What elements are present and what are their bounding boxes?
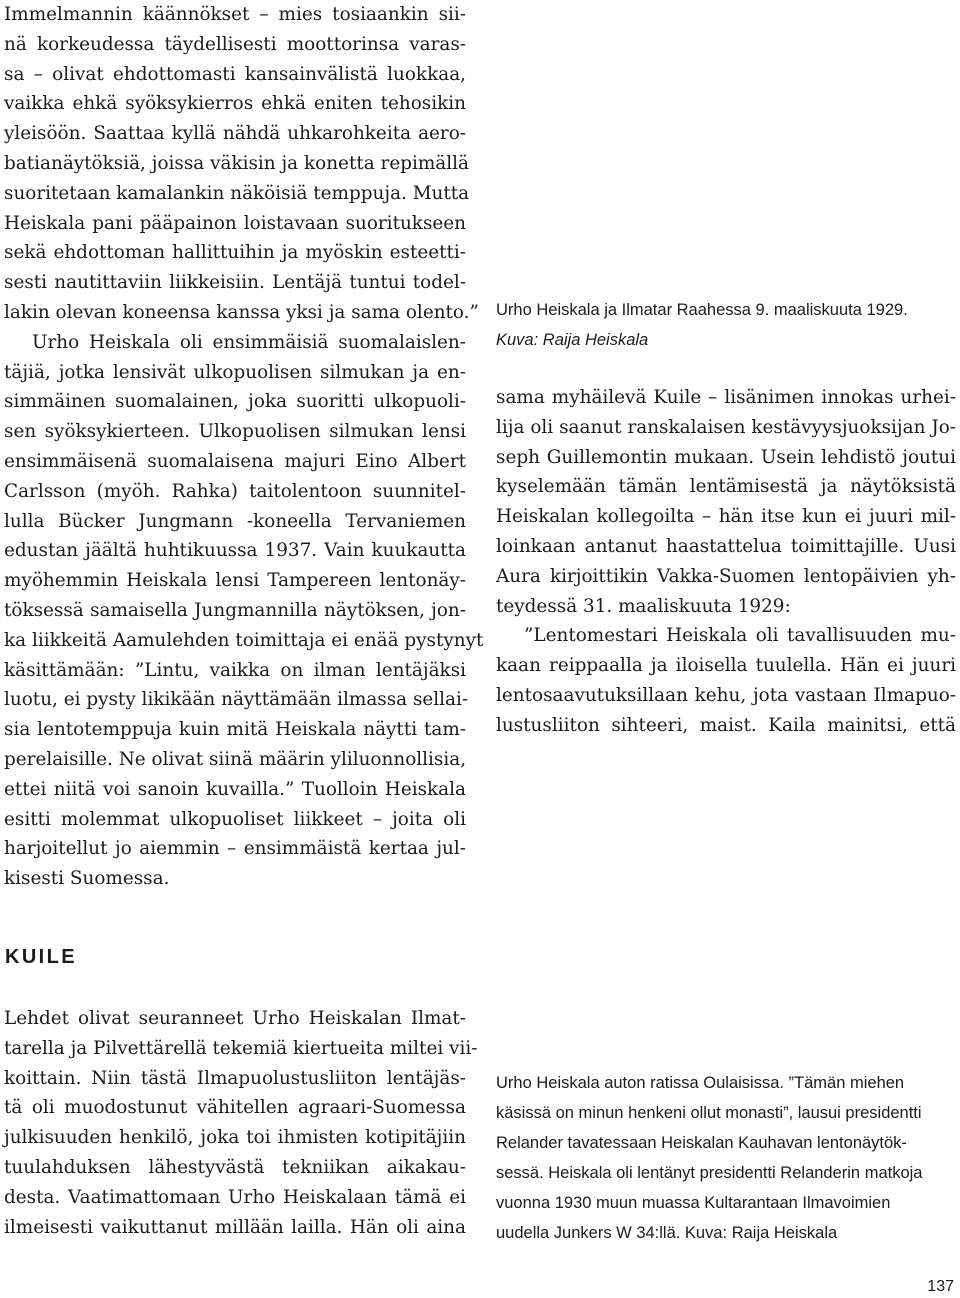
caption-line: sessä. Heiskala oli lentänyt presidentti Relanderin matkoja <box>496 1164 923 1182</box>
caption-line: Relander tavatessaan Heiskalan Kauhavan lentonäytök- <box>496 1134 907 1152</box>
text-line: ensimmäisenä suomalaisena majuri Eino Albert <box>4 450 466 472</box>
text-line: kyselemään tämän lentämisestä ja näytöksistä <box>496 476 956 498</box>
text-line: Immelmannin käännökset – mies tosiaankin sii- <box>4 4 466 25</box>
text-line: perelaisille. Ne olivat siinä määrin yliluonnollisia, <box>4 748 467 770</box>
text-line: luotu, ei pysty likikään näyttämään ilmassa sellai- <box>4 689 469 711</box>
caption-line: Urho Heiskala auton ratissa Oulaisissa. ”Tämän miehen <box>496 1074 905 1092</box>
body-text-left-bottom <box>4 1004 478 1242</box>
text-line: tä oli muodostunut vähitellen agraari-Suomessa <box>4 1097 466 1119</box>
page-number: 137 <box>927 1278 954 1295</box>
text-line: sa – olivat ehdottomasti kansainvälistä luokkaa, <box>4 63 466 85</box>
photo-caption-2 <box>496 1068 956 1248</box>
text-line: ettei niitä voi sanoin kuvailla.” Tuolloin Heiskala <box>4 778 466 800</box>
caption-line: vuonna 1930 muun muassa Kultarantaan Ilmavoimien <box>496 1194 891 1212</box>
text-line: kaan reippaalla ja iloisella tuulella. Hän ei juuri <box>496 655 956 677</box>
text-line: simmäinen suomalainen, joka suoritti ulkopuoli- <box>4 391 466 413</box>
text-line: Aura kirjoittikin Vakka-Suomen lentopäivien yh- <box>496 565 956 587</box>
section-heading: KUILE <box>5 946 77 968</box>
text-line: tuulahduksen lähestyvästä tekniikan aikakau- <box>4 1156 466 1178</box>
photo-caption-1 <box>496 295 956 355</box>
text-line: edustan jäältä huhtikuussa 1937. Vain kuukautta <box>4 540 466 562</box>
text-line: ”Lentomestari Heiskala oli tavallisuuden mu- <box>524 625 956 647</box>
text-line: sia lentotemppuja kuin mitä Heiskala näytti tam- <box>4 719 466 741</box>
text-line: vaikka ehkä syöksykierros ehkä eniten tehosikin <box>4 93 466 115</box>
text-line: lulla Bücker Jungmann -koneella Tervaniemen <box>4 510 466 532</box>
text-line: esitti molemmat ulkopuoliset liikkeet – joita oli <box>4 808 466 830</box>
text-line: teydessä 31. maaliskuuta 1929: <box>496 595 791 617</box>
text-line: harjoitellut jo aiemmin – ensimmäistä kertaa jul- <box>4 838 466 860</box>
text-line: sesti nautittaviin liikkeisiin. Lentäjä tuntui todel- <box>4 272 466 294</box>
caption-line: uudella Junkers W 34:llä. Kuva: Raija Heiskala <box>496 1224 838 1242</box>
text-line: täjiä, jotka lensivät ulkopuolisen silmukan ja en- <box>4 361 466 383</box>
text-line: Carlsson (myöh. Rahka) taitolentoon suunnitel- <box>4 480 466 502</box>
text-line: käsittämään: ”Lintu, vaikka on ilman lentäjäksi <box>4 659 466 681</box>
text-line: lakin olevan koneensa kanssa yksi ja sama olento.” <box>4 301 479 323</box>
text-line: lija oli saanut ranskalaisen kestävyysjuoksijan Jo- <box>496 416 956 438</box>
text-line: Heiskala pani pääpainon loistavaan suoritukseen <box>4 212 466 234</box>
text-line: Heiskalan kollegoilta – hän itse kun ei juuri mil- <box>496 506 956 528</box>
text-line: suoritetaan kamalankin näköisiä temppuja. Mutta <box>4 182 470 204</box>
text-line: julkisuuden henkilö, joka toi ihmisten kotipitäjiin <box>4 1127 466 1149</box>
text-line: batianäytöksiä, joissa väkisin ja konetta repimällä <box>4 152 469 174</box>
text-line: ilmeisesti vaikuttanut millään lailla. Hän oli aina <box>4 1216 466 1238</box>
text-line: yleisöön. Saattaa kyllä nähdä uhkarohkeita aero- <box>4 123 466 145</box>
text-line: tarella ja Pilvettärellä tekemiä kiertueita miltei vii- <box>4 1037 478 1059</box>
body-text-left-top <box>4 0 484 894</box>
text-line: Urho Heiskala oli ensimmäisiä suomalaislen- <box>32 331 466 353</box>
text-line: Lehdet olivat seuranneet Urho Heiskalan Ilmat- <box>4 1008 466 1029</box>
text-line: koittain. Niin tästä Ilmapuolustusliiton lentäjäs- <box>4 1067 466 1089</box>
caption-line: käsissä on minun henkeni ollut monasti”, lausui presidentti <box>496 1104 922 1122</box>
text-line: loinkaan antanut haastattelua toimittajille. Uusi <box>496 535 956 557</box>
text-line: sekä ehdottoman hallittuihin ja myöskin esteetti- <box>4 242 466 264</box>
caption-line: Urho Heiskala ja Ilmatar Raahessa 9. maaliskuuta 1929. <box>496 301 908 319</box>
text-line: kisesti Suomessa. <box>4 868 170 890</box>
text-line: lentosaavutuksillaan kehu, jota vastaan Ilmapuo- <box>496 684 956 706</box>
text-line: ka liikkeitä Aamulehden toimittaja ei enää pystynyt <box>4 629 484 651</box>
text-line: desta. Vaatimattomaan Urho Heiskalaan tämä ei <box>4 1186 466 1208</box>
text-line: lustusliiton sihteeri, maist. Kaila mainitsi, että <box>496 714 956 736</box>
text-line: seph Guillemontin mukaan. Usein lehdistö joutui <box>496 446 956 468</box>
text-line: sama myhäilevä Kuile – lisänimen innokas urhei- <box>496 387 956 408</box>
text-line: sen syöksykierteen. Ulkopuolisen silmukan lensi <box>4 421 466 443</box>
caption-credit: Kuva: Raija Heiskala <box>496 331 649 349</box>
text-line: töksessä samaisella Jungmannilla näytöksen, jon- <box>4 599 466 621</box>
body-text-right <box>496 383 956 741</box>
text-line: nä korkeudessa täydellisesti moottorinsa varas- <box>4 33 466 55</box>
text-line: myöhemmin Heiskala lensi Tampereen lentonäy- <box>4 570 466 592</box>
